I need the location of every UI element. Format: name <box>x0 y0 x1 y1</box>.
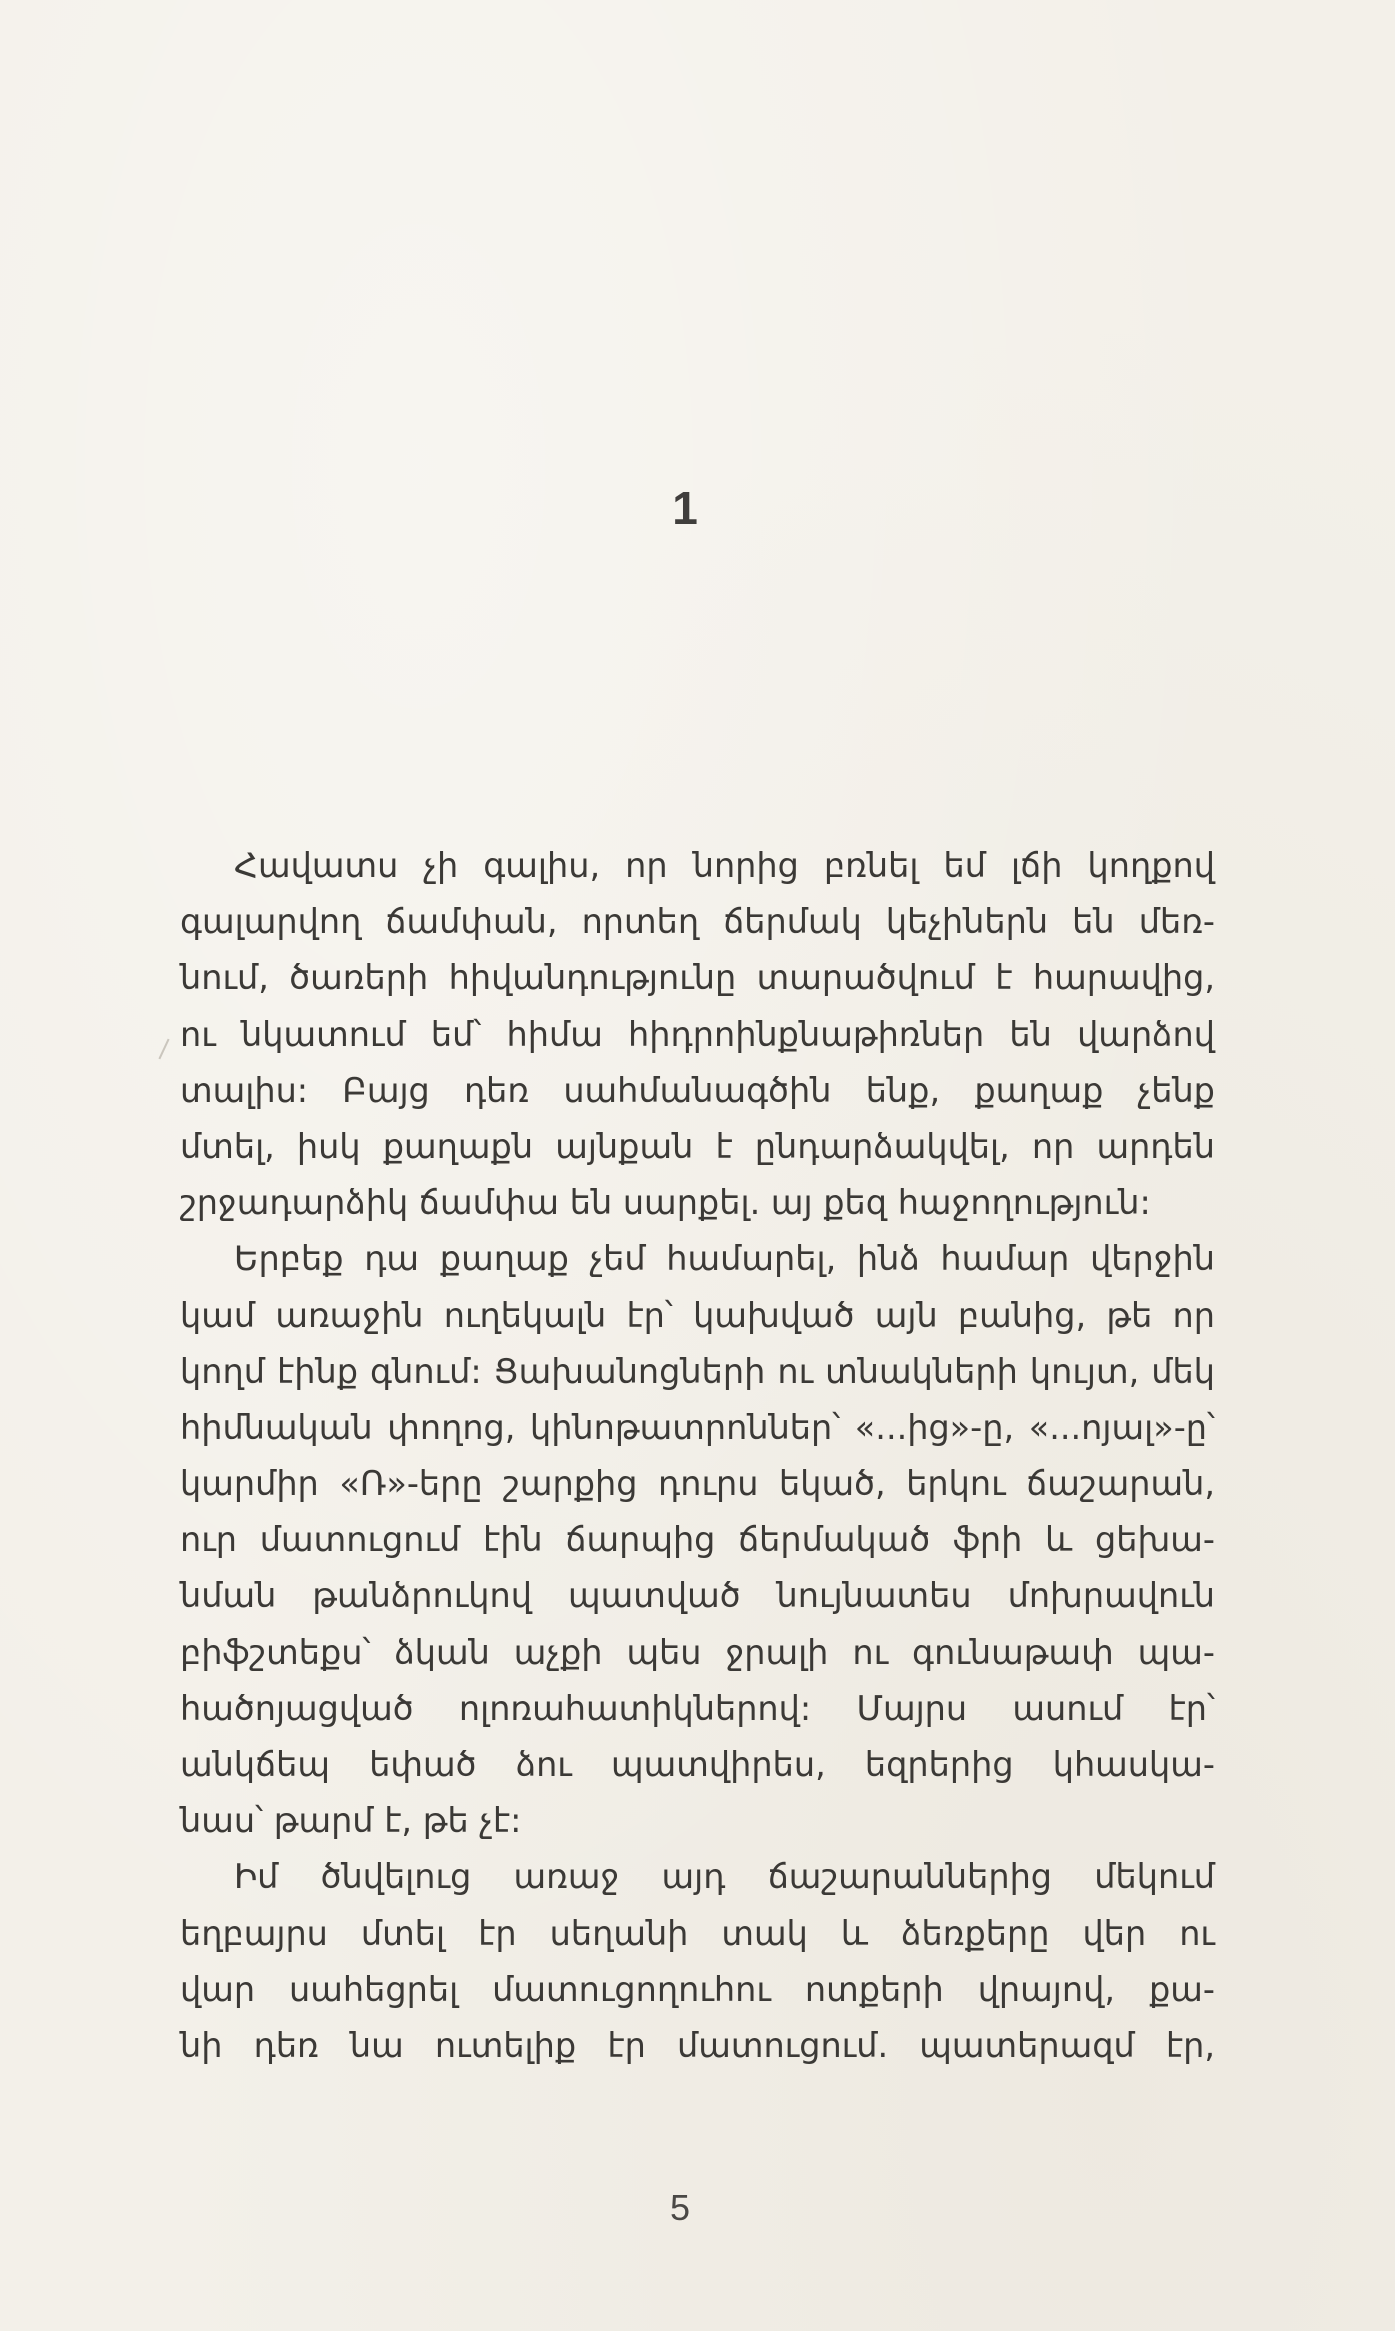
text-line: ու նկատում եմ՝ հիմա հիդրոինքնաթիռներ են վարձով <box>180 1014 1215 1054</box>
text-line: նաս՝ թարմ է, թե չէ: <box>180 1801 522 1841</box>
text-line: նում, ծառերի հիվանդությունը տարածվում է հարավից, <box>180 958 1215 998</box>
text-line: վար սահեցրել մատուցողուհու ոտքերի վրայով, քա- <box>180 1969 1215 2009</box>
chapter-body-text <box>180 838 1215 2074</box>
text-line: ուր մատուցում էին ճարպից ճերմակած ֆրի և ցեխա- <box>180 1520 1215 1560</box>
paragraph-3 <box>180 1849 1215 2074</box>
text-line: տալիս: Բայց դեռ սահմանագծին ենք, քաղաք չենք <box>180 1070 1215 1110</box>
text-line: անկճեպ եփած ձու պատվիրես, եզրերից կհասկա- <box>180 1745 1215 1784</box>
text-line: եղբայրս մտել էր սեղանի տակ և ձեռքերը վեր ու <box>180 1913 1215 1953</box>
text-line: կամ առաջին ուղեկալն էր՝ կախված այն բանից, թե որ <box>180 1295 1215 1335</box>
text-line: Երբեք դա քաղաք չեմ համարել, ինձ համար վերջին <box>234 1239 1215 1279</box>
text-line: Իմ ծնվելուց առաջ այդ ճաշարաններից մեկում <box>234 1857 1215 1897</box>
text-line: մտել, իսկ քաղաքն այնքան է ընդարձակվել, որ արդեն <box>180 1126 1215 1166</box>
pencil-mark <box>158 1039 169 1060</box>
paragraph-2 <box>180 1231 1215 1849</box>
chapter-number: 1 <box>672 482 698 534</box>
text-line: շրջադարձիկ ճամփա են սարքել. այ քեզ հաջողություն: <box>180 1183 1151 1223</box>
text-line: նման թանձրուկով պատված նույնատես մոխրավուն <box>180 1576 1215 1616</box>
text-line: բիֆշտեքս՝ ձկան աչքի պես ջրալի ու գունաթափ պա- <box>180 1632 1215 1672</box>
text-line: նի դեռ նա ուտելիք էր մատուցում. պատերազմ էր, <box>180 2025 1215 2065</box>
text-line: Հավատս չի գալիս, որ նորից բռնել եմ լճի կողքով <box>234 846 1215 885</box>
text-line: կարմիր «Ռ»-երը շարքից դուրս եկած, երկու ճաշարան, <box>180 1464 1215 1504</box>
text-line: կողմ էինք գնում: Ցախանոցների ու տնակների կույտ, մեկ <box>180 1351 1215 1391</box>
page-number: 5 <box>669 2187 691 2228</box>
text-line: հածոյացված ոլոռահատիկներով: Մայրս ասում էր՝ <box>180 1688 1215 1728</box>
paragraph-1 <box>180 838 1215 1231</box>
text-line: գալարվող ճամփան, որտեղ ճերմակ կեչիներն են մեռ- <box>180 902 1215 942</box>
text-line: հիմնական փողոց, կինոթատրոններ՝ «...ից»-ը, «...ոյալ»-ը՝ <box>180 1407 1215 1447</box>
